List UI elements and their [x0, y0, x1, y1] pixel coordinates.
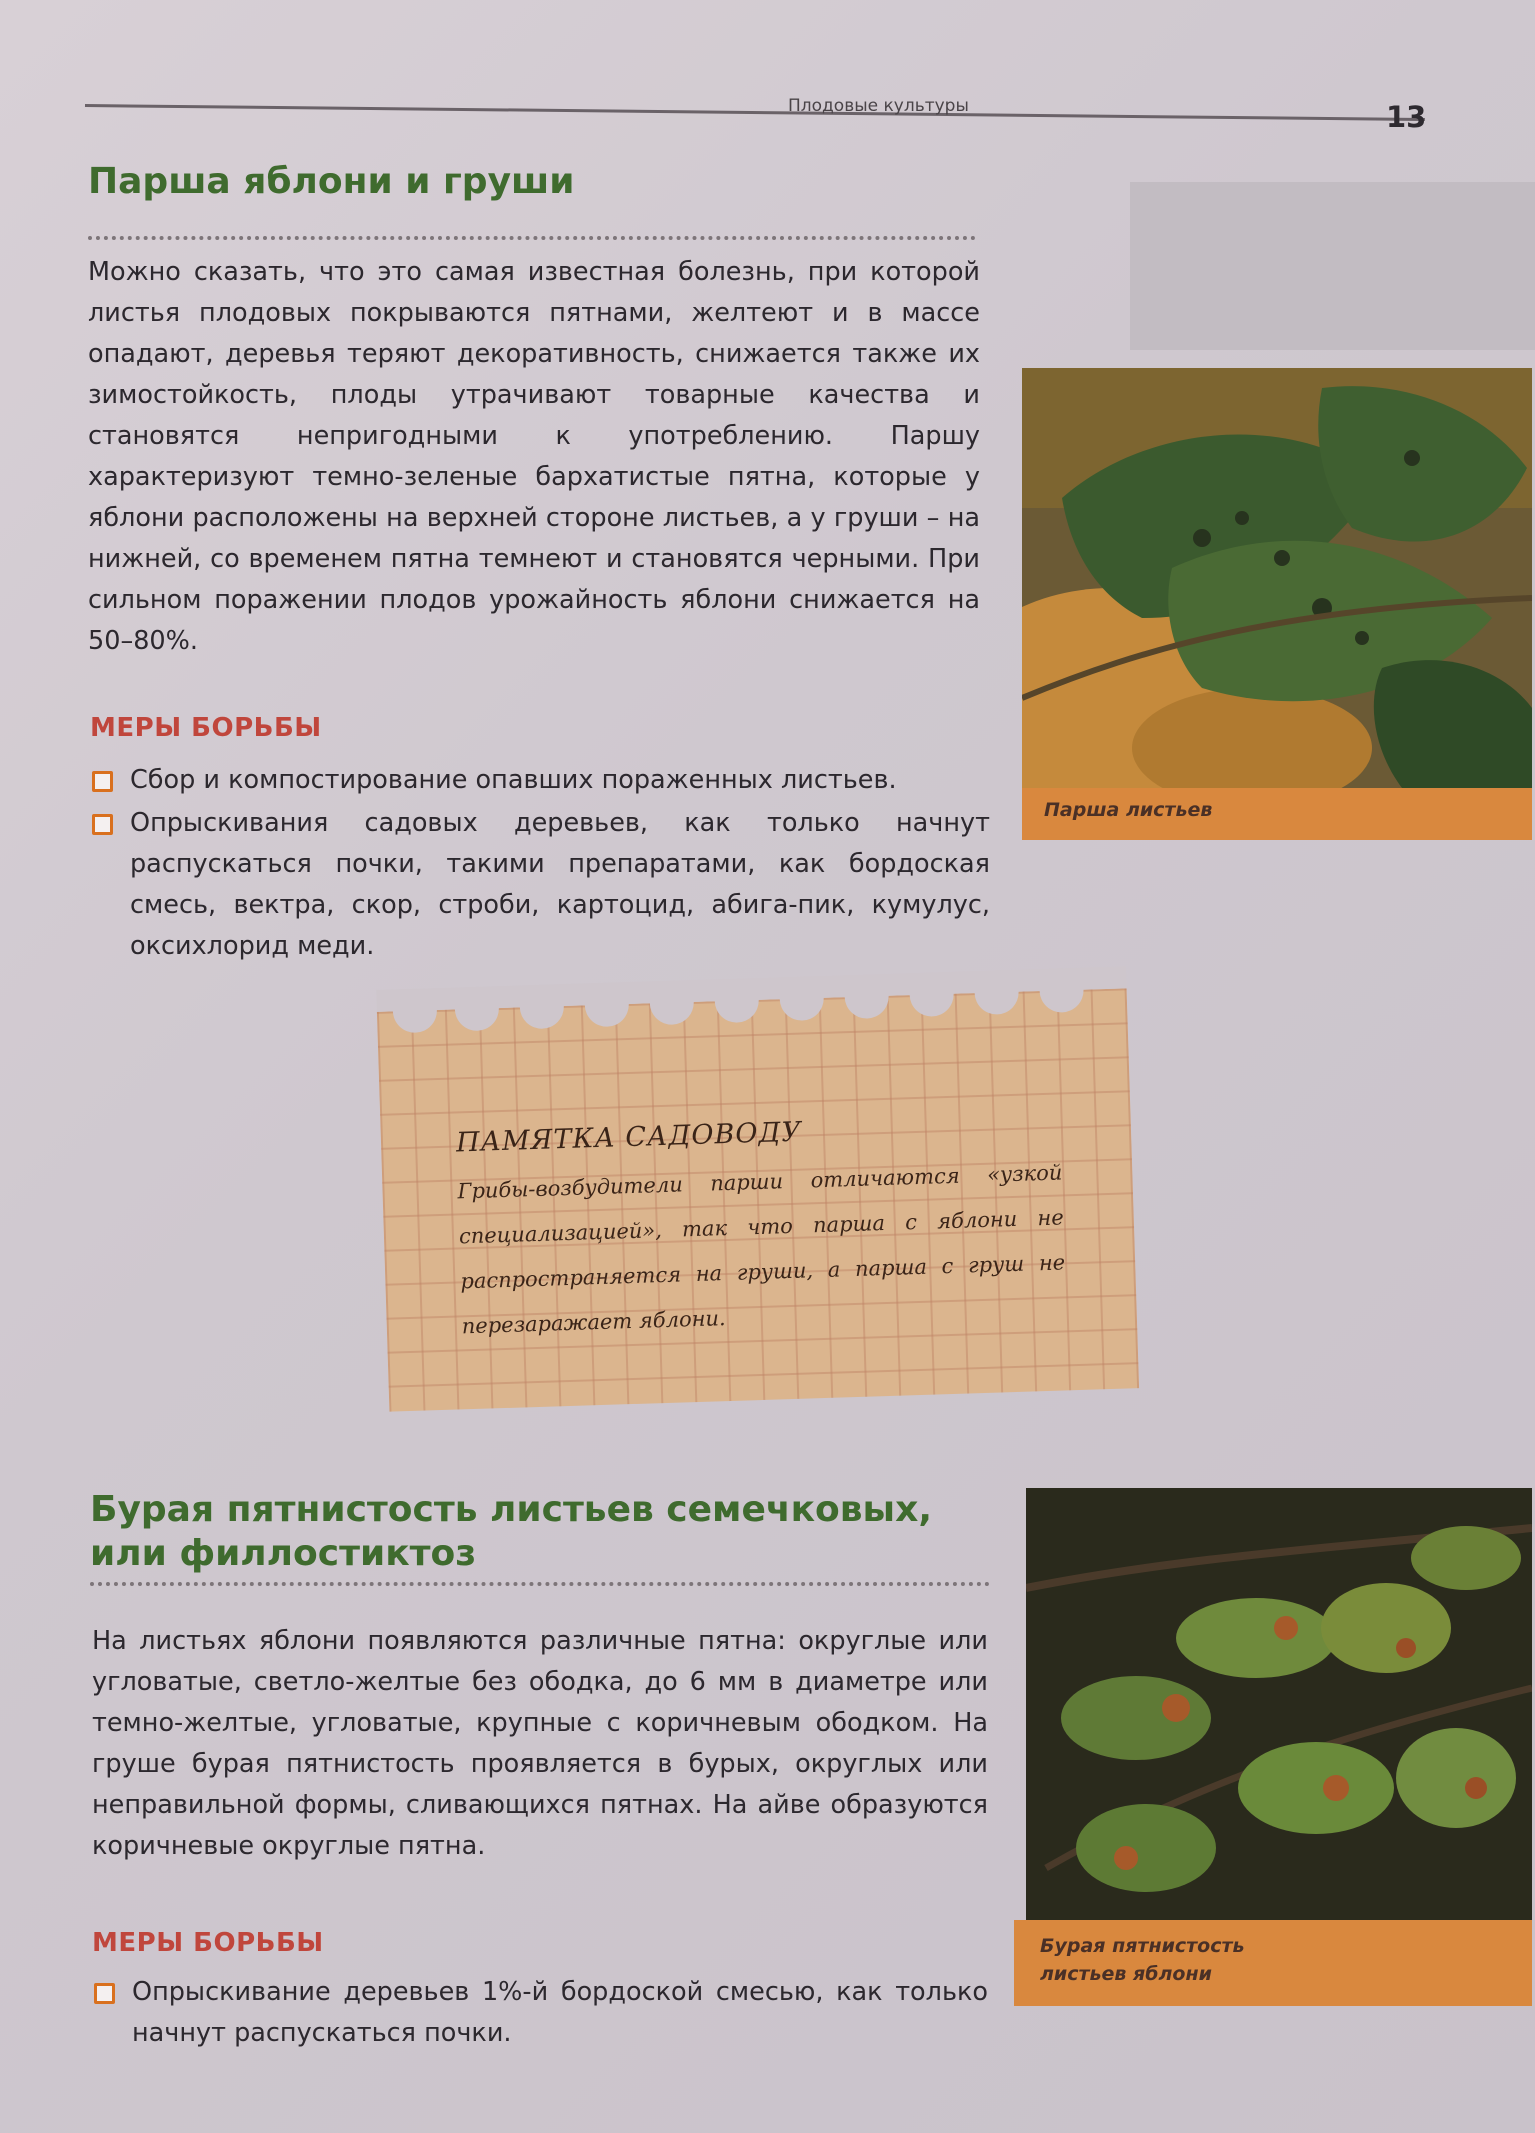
- section1-title: Парша яблони и груши: [88, 161, 575, 202]
- scab-leaves-image-icon: [1022, 368, 1532, 788]
- memo-title: ПАМЯТКА САДОВОДУ: [455, 1116, 803, 1159]
- page-shadow-corner: [1130, 182, 1535, 350]
- brown-spot-leaves-photo: [1026, 1488, 1532, 1920]
- section2-title-line2: или филлостиктоз: [90, 1533, 477, 1574]
- section2-paragraph: На листьях яблони появляются различные пятна: округлые или угловатые, светло-желтые без ободка, до 6 мм в диаметре или темно-желтые, угловатые, крупные с коричневым ободком. На груше бурая пятнистость проявляется в бурых, округлых или неправильной формы, сливающихся пятнах. На айве образуются коричневые округлые пятна.: [92, 1626, 988, 1861]
- section2-title-dotted-rule: [90, 1582, 990, 1586]
- checkbox-bullet-icon: [92, 771, 113, 792]
- gardener-memo-card: [377, 988, 1139, 1411]
- brown-spot-caption-line1: Бурая пятнистость: [1040, 1935, 1245, 1957]
- list-item: Опрыскивания садовых деревьев, как только начнут распускаться почки, такими препаратами, как бордоская смесь, вектра, скор, строби, картоцид, абига-пик, кумулус, оксихлорид меди.: [90, 803, 990, 967]
- page-number: 13: [1386, 100, 1427, 134]
- section1-title-dotted-rule: [88, 236, 976, 240]
- checkbox-bullet-icon: [94, 1983, 115, 2004]
- section2-measures-heading: МЕРЫ БОРЬБЫ: [92, 1928, 324, 1958]
- list-item: Сбор и компостирование опавших пораженных листьев.: [90, 760, 990, 801]
- section1-measures-heading: МЕРЫ БОРЬБЫ: [90, 713, 322, 743]
- checkbox-bullet-icon: [92, 814, 113, 835]
- list-item: Опрыскивание деревьев 1%-й бордоской смесью, как только начнут распускаться почки.: [92, 1972, 988, 2054]
- running-head: Плодовые культуры: [788, 96, 969, 116]
- scab-photo-caption: Парша листьев: [1044, 799, 1213, 821]
- memo-text: Грибы-возбудители парши отличаются «узкой специализацией», так что парша с яблони не распространяется на груши, а парша с груш не перезаражает яблони.: [457, 1160, 1066, 1339]
- brown-spot-caption-line2: листьев яблони: [1040, 1963, 1212, 1985]
- scab-leaves-photo: [1022, 368, 1532, 788]
- section2-measures-list: [92, 1972, 988, 2056]
- section1-measures-list: [90, 760, 990, 969]
- section1-paragraph: Можно сказать, что это самая известная болезнь, при которой листья плодовых покрываются пятнами, желтеют и в массе опадают, деревья теряют декоративность, снижается также их зимостойкость, плоды утрачивают товарные качества и становятся непригодными к употреблению. Паршу характеризуют темно-зеленые бархатистые пятна, которые у яблони расположены на верхней стороне листьев, а у груши – на нижней, со временем пятна темнеют и становятся черными. При сильном поражении плодов урожайность яблони снижается на 50–80%.: [88, 257, 980, 656]
- brown-spot-image-icon: [1026, 1488, 1532, 1920]
- section2-title-line1: Бурая пятнистость листьев семечковых,: [90, 1489, 933, 1530]
